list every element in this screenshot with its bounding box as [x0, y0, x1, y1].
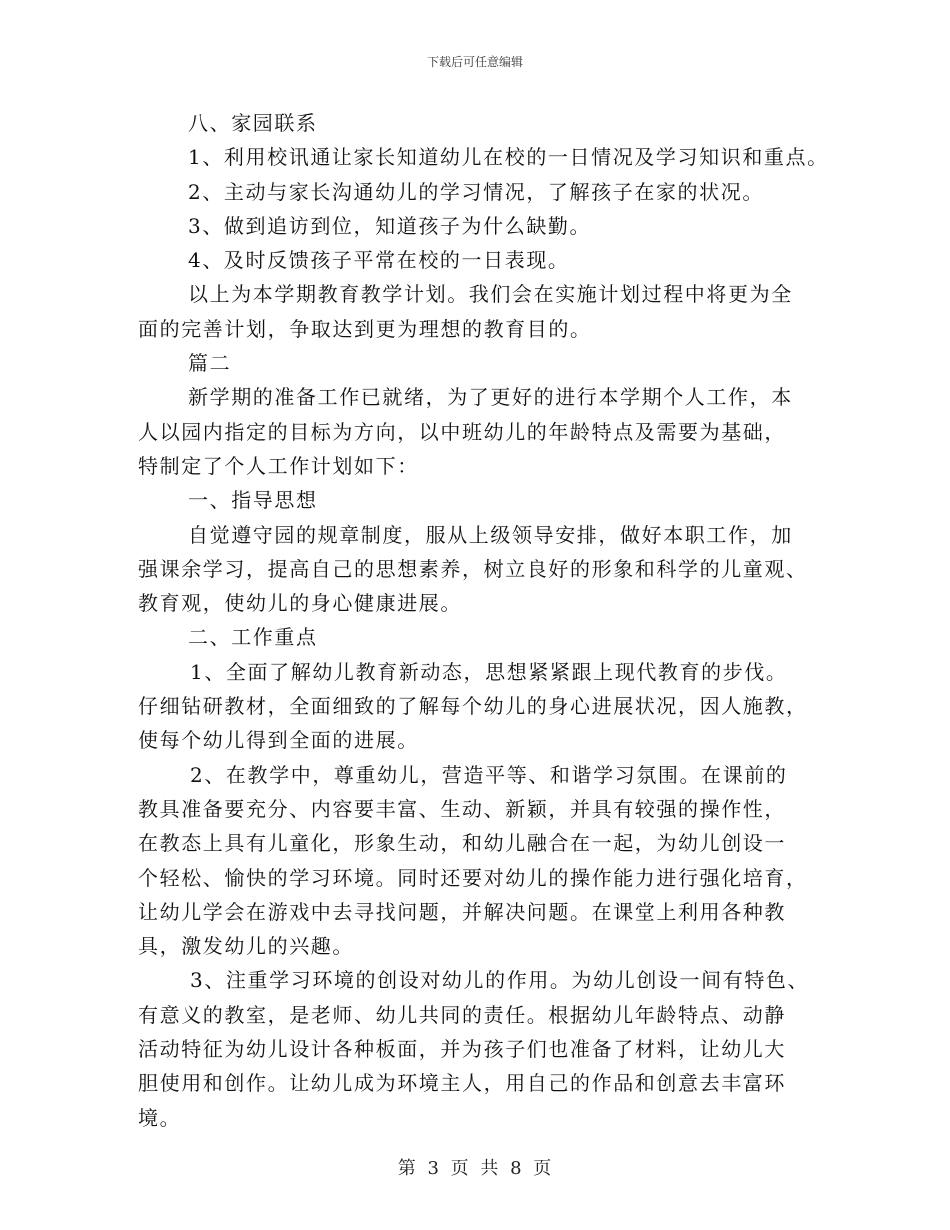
paragraph-line: 强课余学习，提高自己的思想素养，树立良好的形象和科学的儿童观、 — [138, 556, 808, 581]
paragraph-line: 新学期的准备工作已就绪，为了更好的进行本学期个人工作，本 — [188, 385, 793, 410]
paragraph-line: 胆使用和创作。让幼儿成为环境主人，用自己的作品和创意去丰富环 — [138, 1071, 786, 1096]
page-header-note: 下载后可任意编辑 — [426, 55, 523, 69]
paragraph-line: 让幼儿学会在游戏中去寻找问题，并解决问题。在课堂上利用各种教 — [138, 899, 786, 924]
section-heading: 二、工作重点 — [188, 625, 318, 650]
paragraph-line: 以上为本学期教育教学计划。我们会在实施计划过程中将更为全 — [188, 282, 793, 307]
paragraph-line: 面的完善计划，争取达到更为理想的教育目的。 — [138, 316, 592, 341]
list-item: 1、利用校讯通让家长知道幼儿在校的一日情况及学习知识和重点。 — [188, 145, 829, 170]
list-item: 4、及时反馈孩子平常在校的一日表现。 — [188, 248, 570, 273]
paragraph-line: 在教态上具有儿童化，形象生动，和幼儿融合在一起，为幼儿创设一 — [138, 831, 786, 856]
paragraph-line: 有意义的教室，是老师、幼儿共同的责任。根据幼儿年龄特点、动静 — [138, 1002, 786, 1027]
paragraph-line: 使每个幼儿得到全面的进展。 — [138, 728, 419, 753]
paragraph-line: 特制定了个人工作计划如下： — [138, 453, 419, 478]
paragraph-line: 教育观，使幼儿的身心健康进展。 — [138, 591, 462, 616]
list-item: 1、全面了解幼儿教育新动态，思想紧紧跟上现代教育的步伐。 — [190, 659, 788, 684]
list-item: 3、注重学习环境的创设对幼儿的作用。为幼儿创设一间有特色、 — [190, 968, 810, 993]
section-heading: 一、指导思想 — [188, 488, 318, 513]
paragraph-line: 具，激发幼儿的兴趣。 — [138, 934, 354, 959]
list-item: 2、在教学中，尊重幼儿，营造平等、和谐学习氛围。在课前的 — [190, 762, 788, 787]
paragraph-line: 自觉遵守园的规章制度，服从上级领导安排，做好本职工作，加 — [188, 522, 793, 547]
paragraph-line: 活动特征为幼儿设计各种板面，并为孩子们也准备了材料，让幼儿大 — [138, 1037, 786, 1062]
document-body — [138, 106, 838, 1135]
paragraph-line: 教具准备要充分、内容要丰富、生动、新颖，并具有较强的操作性， — [138, 796, 786, 821]
paragraph-line: 境。 — [138, 1105, 182, 1130]
paragraph-line: 人以园内指定的目标为方向，以中班幼儿的年龄特点及需要为基础， — [138, 419, 786, 444]
paragraph-line: 仔细钻研教材，全面细致的了解每个幼儿的身心进展状况，因人施教， — [138, 694, 808, 719]
section-heading: 篇二 — [188, 351, 232, 376]
paragraph-line: 个轻松、愉快的学习环境。同时还要对幼儿的操作能力进行强化培育， — [138, 865, 808, 890]
list-item: 2、主动与家长沟通幼儿的学习情况，了解孩子在家的状况。 — [188, 179, 764, 204]
list-item: 3、做到追访到位，知道孩子为什么缺勤。 — [188, 213, 592, 238]
section-heading: 八、家园联系 — [188, 111, 318, 135]
page-number: 第 3 页 共 8 页 — [397, 1158, 553, 1179]
